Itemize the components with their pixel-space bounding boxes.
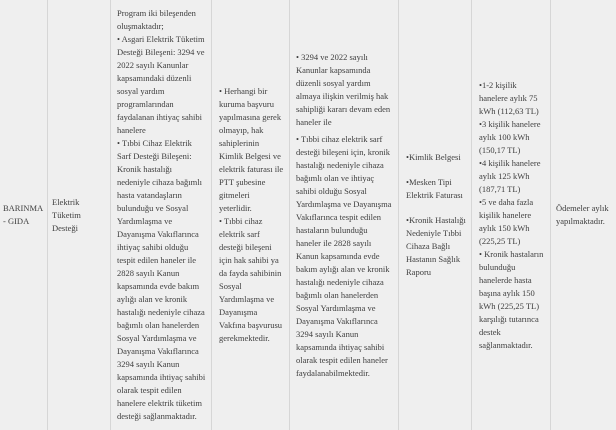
benefit-kronik-hasta: • Kronik hastaların bulunduğu hanelerde hasta başına aylık 150 kWh (225,25 TL) karşılığı tutarınca destek sağlanmaktadır. — [479, 248, 544, 350]
cell-program-name — [47, 0, 110, 430]
program-name-label: Elektrik Tüketim Desteği — [52, 196, 81, 233]
cell-required-documents — [398, 0, 471, 430]
cell-program-description — [110, 0, 211, 430]
benefit-4-kisi: •4 kişilik hanelere aylık 125 kWh (187,71 TL) — [479, 157, 541, 194]
eligibility-bullet-kanunlar: • 3294 ve 2022 sayılı Kanunlar kapsamında düzenli sosyal yardım almaya ilişkin verilmiş hak sahipliği kararı devam eden haneler ile — [296, 51, 391, 127]
benefit-5-plus-kisi: •5 ve daha fazla kişilik hanelere aylık 150 kWh (225,25 TL) — [479, 196, 534, 246]
cell-benefit-amounts — [471, 0, 550, 430]
cell-payment-frequency — [550, 0, 616, 430]
description-bullet-asgari: • Asgari Elektrik Tüketim Desteği Bileşeni: 3294 ve 2022 sayılı Kanunlar kapsamındaki düzenli sosyal yardım programlarından faydalanan ihtiyaç sahibi hanelere — [117, 34, 205, 135]
payment-frequency-label: Ödemeler aylık yapılmaktadır. — [556, 203, 609, 226]
description-bullet-tibbi-cihaz: • Tıbbi Cihaz Elektrik Sarf Desteği Bileşeni: Kronik hastalığı nedeniyle cihaza bağımlı hasta vatandaşların bulunduğu ve Sosyal Yardımlaşma ve Dayanışma Vakıflarınca ihtiyaç sahibi olduğu tespit edilen haneler ile 2828 sayılı Kanun kapsamında evde bakım aylığı alan ve kronik hastalığı nedeniyle cihaza bağımlı olan hanelerden Sosyal Yardımlaşma ve Dayanışma Vakıflarınca 3294 sayılı Kanun kapsamında ihtiyaç sahibi olarak tespit edilen hanelere elektrik tüketim desteği sağlanmaktadır. — [117, 138, 206, 421]
application-bullet-vakif: • Tıbbi cihaz elektrik sarf desteği bileşeni için hak sahibi ya da fayda sahibinin Sosyal Yardımlaşma ve Dayanışma Vakfına başvurusu gerekmektedir. — [219, 216, 283, 343]
document-kimlik-belgesi: •Kimlik Belgesi — [406, 152, 461, 162]
cell-application-process — [211, 0, 289, 430]
benefit-1-2-kisi: •1-2 kişilik hanelere aylık 75 kWh (112,63 TL) — [479, 79, 539, 116]
cell-eligibility — [289, 0, 398, 430]
benefit-3-kisi: •3 kişilik hanelere aylık 100 kWh (150,17 TL) — [479, 118, 541, 155]
document-saglik-raporu: •Kronik Hastalığı Nedeniyle Tıbbi Cihaza Bağlı Hastanın Sağlık Raporu — [406, 215, 466, 277]
application-bullet-ptt: • Herhangi bir kuruma başvuru yapılmasına gerek olmayıp, hak sahiplerinin Kimlik Belgesi ve elektrik faturası ile PTT şubesine gitmeleri yeterlidir. — [219, 86, 284, 213]
description-intro: Program iki bileşenden oluşmaktadır; — [117, 8, 196, 31]
document-elektrik-faturasi: •Mesken Tipi Elektrik Faturası — [406, 177, 463, 200]
category-label: BARINMA - GIDA — [3, 203, 43, 226]
eligibility-bullet-tibbi-cihaz: • Tıbbi cihaz elektrik sarf desteği bileşeni için, kronik hastalığı nedeniyle cihaza bağımlı olan ve ihtiyaç sahibi olduğu Sosyal Yardımlaşma ve Dayanışma Vakıflarınca tespit edilen hastaların bulunduğu haneler ile 2828 sayılı Kanun kapsamında evde bakım aylığı alan ve kronik hastalığı nedeniyle cihaza bağımlı olan hanelerden Sosyal Yardımlaşma ve Dayanışma Vakıflarınca 3294 sayılı Kanun kapsamında ihtiyaç sahibi olarak tespit edilen haneler faydalanabilmektedir. — [296, 133, 392, 378]
cell-category — [0, 0, 47, 430]
